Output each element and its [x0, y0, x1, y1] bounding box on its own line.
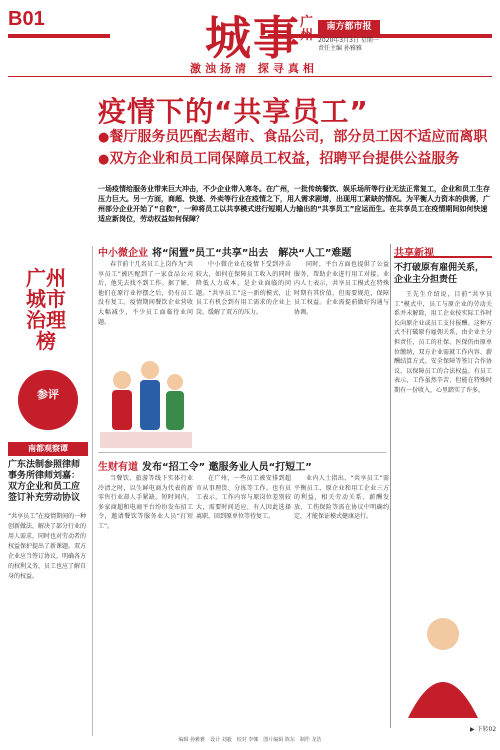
section-1-text-2: 中小微企业在疫情下受到冲击较大，如何在保障员工收入的同时降低人力成本，是企业面临的问题。“共享员工”这一新的模式，让员工有机会到有用工需求的企业上岗，缓解了双方的压力。	[196, 261, 291, 316]
section-2-column-2	[196, 474, 291, 522]
section-1-tag: 中小微企业	[98, 248, 148, 259]
section-2-title: 发布“招工令” 邀服务业人员“打短工”	[142, 462, 312, 473]
section-2-tag: 生财有道	[98, 462, 138, 473]
ranking-badge	[18, 370, 78, 430]
section-1-column-3	[294, 260, 389, 318]
bullet-icon: ●	[98, 152, 110, 167]
article-lede: 一场疫情给服务业带来巨大冲击，不少企业带入寒冬。在广州，一批传统餐饮、娱乐场所等行业无法正常复工，企业和员工生存压力巨大。另一方面，商超、快递、外卖等行业在疫情之下，用人需求剧增，出现用工紧缺的情况。为平衡人力资本的供需，广州部分企业开始了“自救”，一种将员工以共享模式进行短期人力输出的“共享员工”应运而生。在共享员工在疫情期间如何快速适应新岗位，劳动权益如何保障？	[98, 185, 490, 223]
right-column-body	[394, 290, 492, 396]
workers-illustration	[100, 340, 192, 448]
continued-link[interactable]: ▶ 下转02	[470, 726, 497, 733]
column-vertical-title: 广州城市治理榜	[26, 266, 66, 353]
section-1-text-1: 春节前十几名员工上岗作为“共享员工”被匹配到了一家食品公司后，他先去找不到工作。据了解，他们在原行业停摆之后，仍有员工没有复工。疫情期间餐饮企业营收大幅减少，不少员工面临待业问题。	[98, 261, 193, 326]
header-rule-left	[8, 34, 110, 38]
subhead-2-text: 双方企业和员工同保障员工权益，招聘平台提供公益服务	[109, 151, 460, 167]
issue-meta	[318, 37, 408, 53]
section-1-title: 将“闲置”员工“共享”出去 解决“人工”难题	[152, 248, 352, 259]
masthead-divider	[8, 76, 492, 77]
counter-shape	[100, 432, 192, 448]
subhead-2	[98, 148, 459, 168]
masthead-title: 城事	[205, 11, 301, 65]
continued-label: 下转02	[476, 726, 497, 733]
masthead-slogan: 激浊扬清 探寻真相	[190, 62, 318, 75]
worker-portrait-illustration	[400, 606, 486, 718]
subhead-1	[98, 126, 487, 146]
badge-label: 参评	[37, 388, 59, 401]
issue-date: 2020年3月3日 星期一	[318, 37, 379, 44]
right-column-title: 共享新视	[394, 244, 492, 258]
section-1-column-2	[196, 260, 291, 318]
section-2-column-3	[294, 474, 389, 522]
worker-3-icon	[166, 374, 184, 430]
left-column-divider	[92, 246, 93, 736]
page-headline: 疫情下的“共享员工”	[98, 95, 369, 128]
subhead-1-text: 餐厅服务员匹配去超市、食品公司，部分员工因不适应而离职	[109, 129, 488, 145]
section-2-text-3: 业内人士指出，“共享员工”需平衡员工、原企业和用工企业三方的利益，相关劳动关系、薪酬发放、工伤保险等需在协议中明确约定，才能保证模式健康运行。	[294, 475, 389, 521]
worker-1-icon	[112, 371, 132, 430]
masthead-city: 广州	[300, 15, 314, 43]
worker-2-icon	[140, 361, 160, 430]
section-divider	[98, 452, 386, 453]
section-1-text-3: 同时，平台方面也提供了公益服务，帮助企业进行用工对接。业内人士表示，共享员工模式在特殊时期有其价值，但需要规范，保障员工权益。企业需提前做好沟通与协调。	[294, 261, 389, 316]
page-number: B01	[8, 8, 45, 30]
comment-section-bar: 南都观察谭	[8, 442, 88, 456]
section-1-column-1	[98, 260, 193, 327]
section-2-column-1	[98, 474, 193, 532]
right-column-divider	[390, 244, 391, 728]
page-footer: 编辑 孙雅雅 设计 刘毅 校对 李娜 图片编辑 陈东 制作 龙浩	[178, 737, 322, 743]
comment-headline: 广东法制参照律师事务所律师刘嘉：双方企业和员工应签订补充劳动协议	[8, 460, 81, 503]
right-column-headline: 不打破原有雇佣关系，企业主分担责任	[394, 263, 485, 285]
brand-logo: 南方都市报	[318, 20, 380, 34]
section-1-heading	[98, 244, 351, 259]
section-2-text-1: 当餐饮、旅游等线下实体行业冷清之时，以生鲜电商为代表的新零售行业却人手紧缺。短时间内，多家商超和电商平台纷纷发布招工令，邀请餐饮等服务业人员“打短工”。	[98, 475, 193, 530]
section-2-heading	[98, 458, 312, 473]
right-column-text: 王先生介绍说，目前“共享员工”模式中，员工与原企业的劳动关系并未解除，用工企业按实际工作时长向原企业或员工支付报酬。这种方式不打破原有雇佣关系，由企业主分担责任，员工的社保、医保仍由原单位缴纳，双方企业需就工作内容、薪酬结算方式、安全保障等签订合作协议，以保障员工的合法权益。有员工表示，工作虽然辛苦，但能在特殊时期有一份收入，心里踏实了许多。	[394, 291, 492, 394]
comment-body: “共享员工”在疫情期间的一种创新做法，解决了部分行业的用人需求，同时也对劳动者的权益保护提出了新课题。双方企业应当签订协议，明确各方的权利义务，员工也应了解自身的权益。	[8, 513, 87, 580]
issue-editor: 责任主编 孙雅雅	[318, 45, 362, 52]
section-2-text-2: 在广州，一些员工被安排到超市从事理货、分拣等工作。也有员工表示，工作内容与原岗位差别较大，需要时间适应，有人因此选择离职，回到原单位等待复工。	[196, 475, 291, 521]
bullet-icon: ●	[98, 130, 110, 145]
